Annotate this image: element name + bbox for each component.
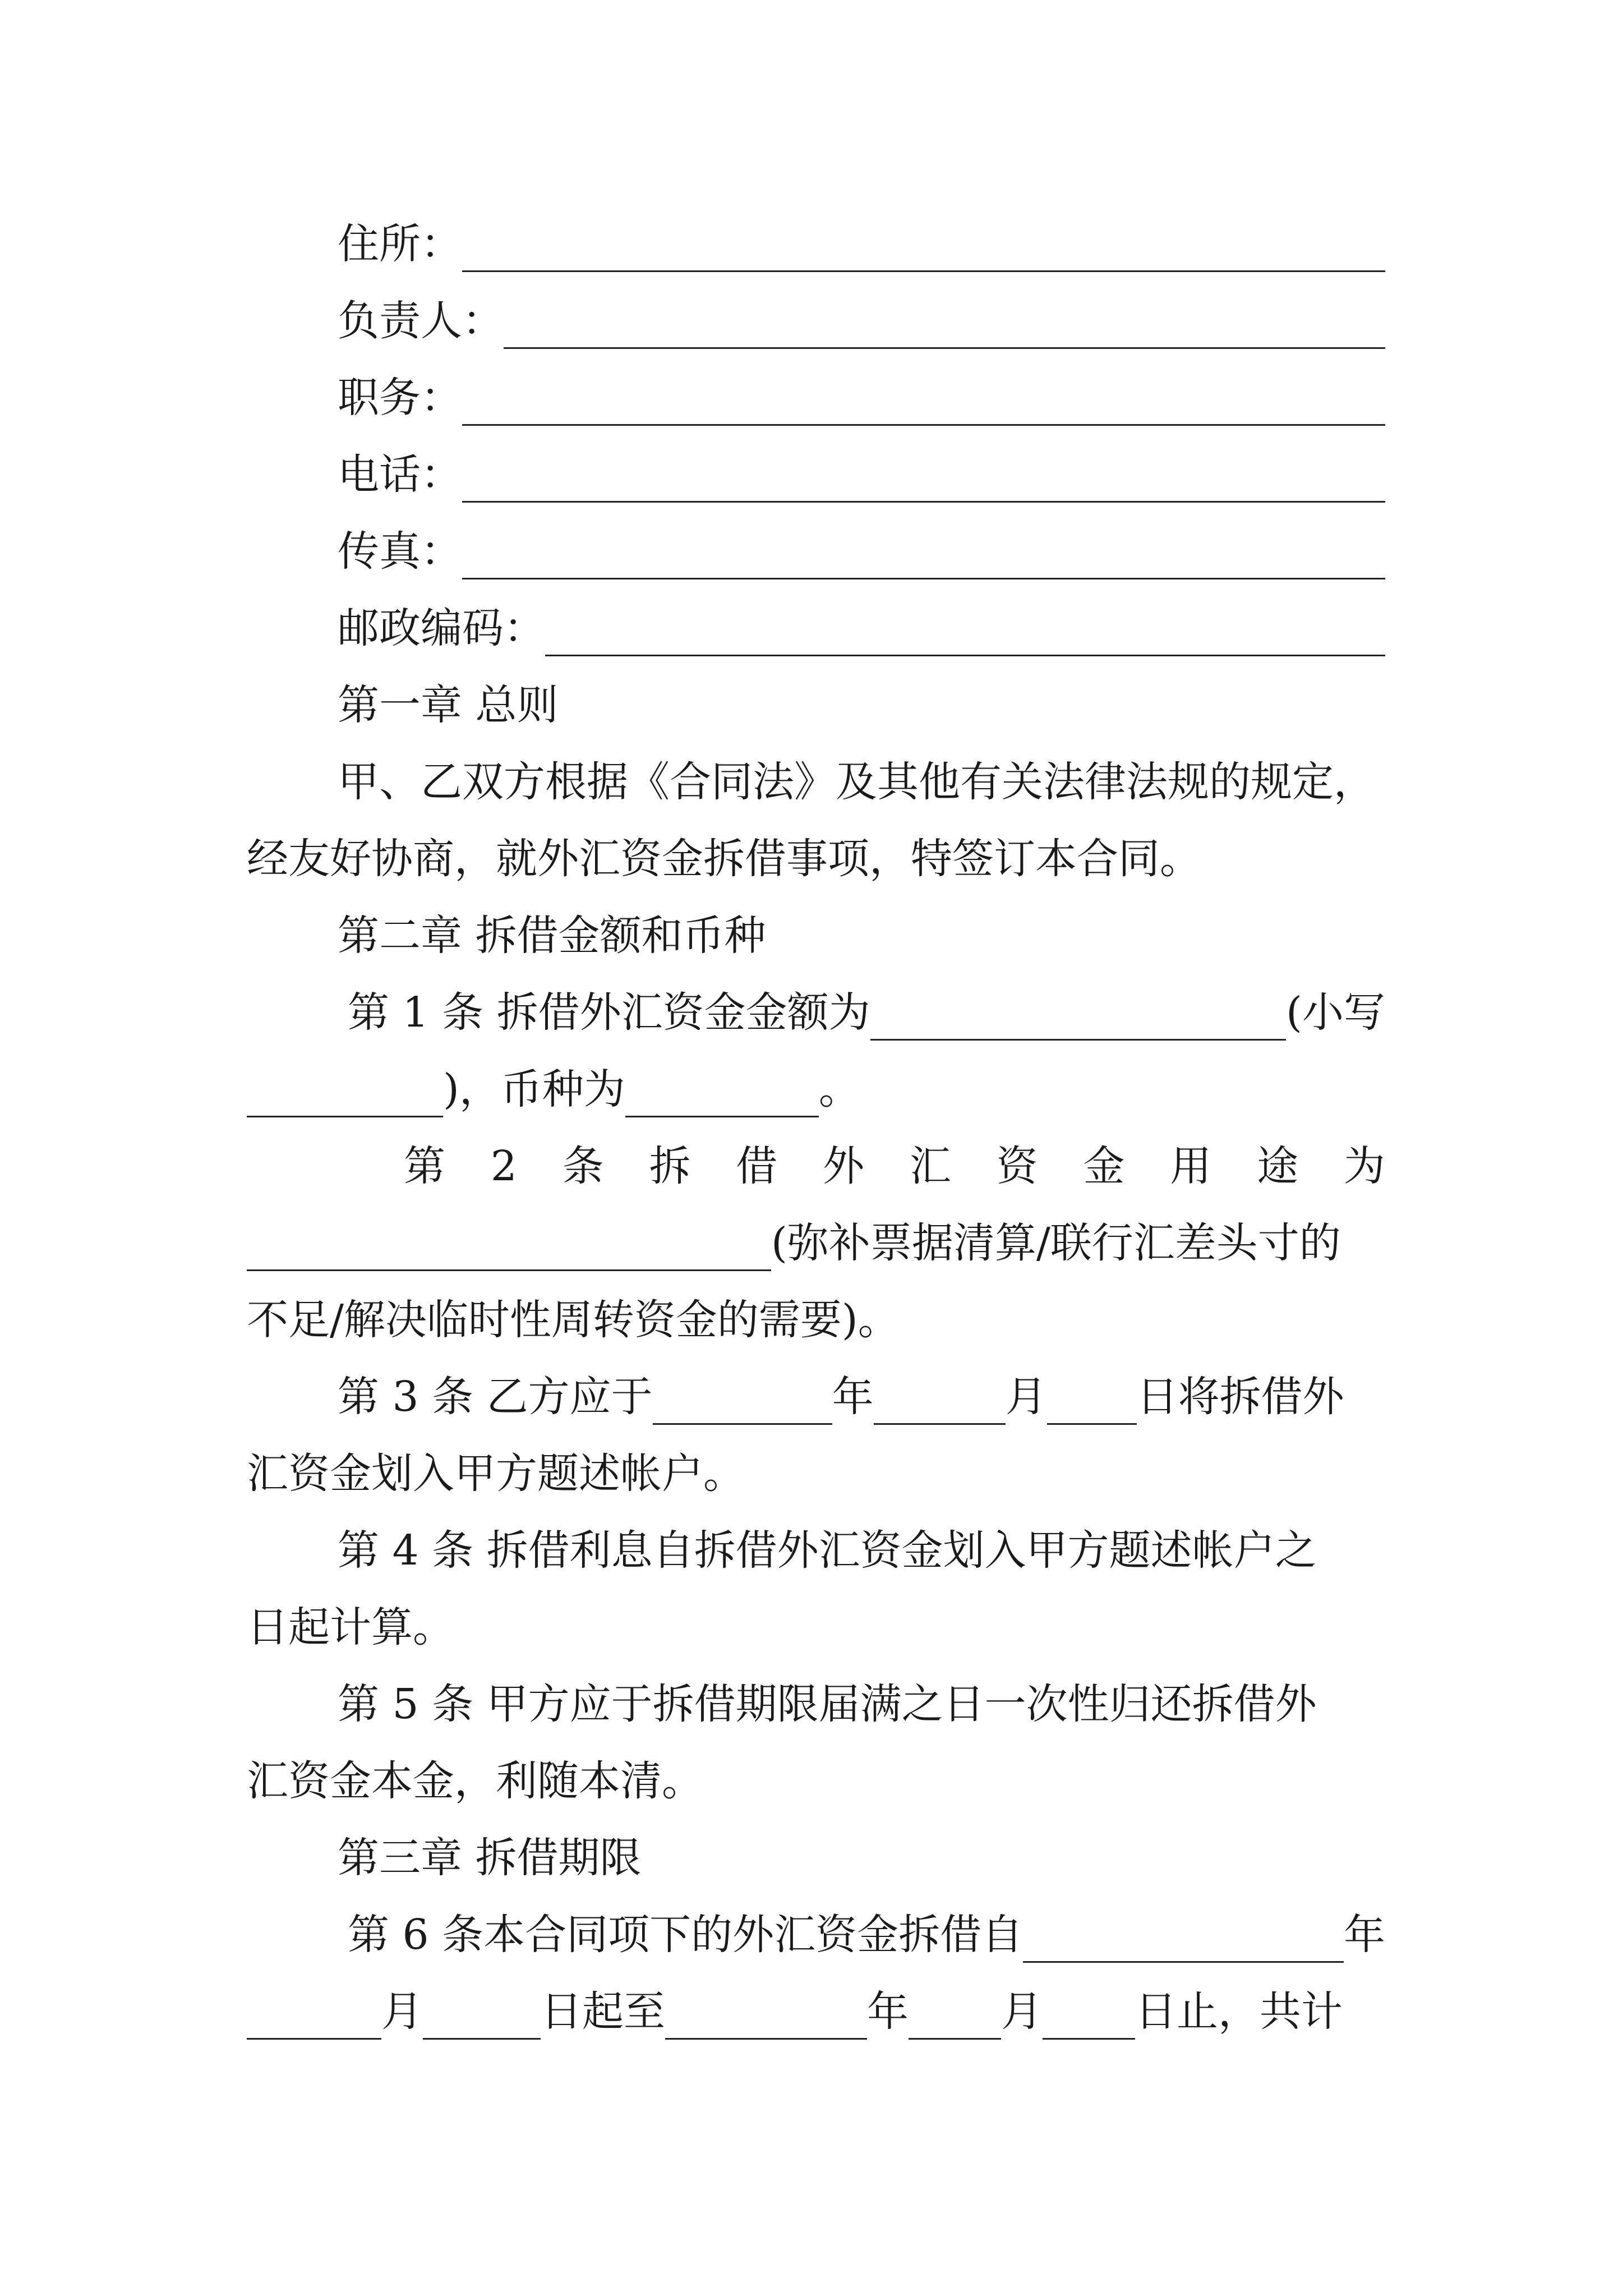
responsible-person-blank[interactable] [504, 307, 1385, 349]
field-label: 电话： [338, 450, 462, 499]
field-label: 住所： [338, 220, 462, 268]
article-2-char: 金 [1083, 1142, 1125, 1190]
article-1-line-2 [247, 1061, 1385, 1117]
article-2-char: 拆 [649, 1142, 691, 1190]
field-address [338, 216, 1385, 272]
field-postcode [338, 600, 1385, 656]
amount-blank[interactable] [870, 999, 1286, 1041]
article-3-day-tail: 日将拆借外 [1136, 1373, 1344, 1421]
article-2-char: 2 [490, 1142, 517, 1190]
article-2-char: 外 [823, 1142, 865, 1190]
field-label: 职务： [338, 374, 462, 422]
address-blank[interactable] [462, 230, 1385, 272]
transfer-year-blank[interactable] [653, 1383, 832, 1425]
field-responsible-person [338, 293, 1385, 349]
field-position [338, 370, 1385, 426]
article-3-line-1 [338, 1369, 1385, 1425]
start-year-blank[interactable] [1023, 1921, 1344, 1963]
end-month-blank[interactable] [909, 1998, 1001, 2040]
end-year-blank[interactable] [665, 1998, 867, 2040]
field-label: 传真： [338, 527, 462, 576]
article-1-tail: (小写 [1286, 988, 1385, 1037]
position-blank[interactable] [462, 384, 1385, 426]
chapter-3-title: 第三章 拆借期限 [338, 1834, 642, 1882]
article-2-line-3: 不足/解决临时性周转资金的需要)。 [247, 1296, 900, 1344]
article-1-end: 。 [818, 1065, 860, 1114]
article-2-tail: (弥补票据清算/联行汇差头寸的 [771, 1219, 1341, 1267]
article-2-char: 汇 [909, 1142, 951, 1190]
article-1-line-1 [348, 984, 1385, 1041]
article-2-char: 条 [562, 1142, 604, 1190]
end-day-blank[interactable] [1043, 1998, 1135, 2040]
article-2-char: 途 [1257, 1142, 1299, 1190]
field-label: 负责人： [338, 297, 504, 345]
transfer-month-blank[interactable] [874, 1383, 1006, 1425]
article-2-char: 第 [404, 1142, 445, 1190]
article-4-line-1: 第 4 条 拆借利息自拆借外汇资金划入甲方题述帐户之 [338, 1526, 1317, 1575]
fax-blank[interactable] [462, 537, 1385, 579]
year-label: 年 [832, 1373, 874, 1421]
month-label: 月 [1005, 1373, 1047, 1421]
article-2-line-2 [247, 1215, 1385, 1271]
until-label: 日起至 [541, 1987, 665, 2036]
chapter-1-title: 第一章 总则 [338, 681, 559, 729]
article-2-char: 资 [996, 1142, 1038, 1190]
article-4-line-2: 日起计算。 [247, 1603, 454, 1651]
article-6-line-2 [247, 1984, 1385, 2040]
article-1-lead: 第 1 条 拆借外汇资金金额为 [348, 988, 870, 1037]
start-month-blank[interactable] [247, 1998, 381, 2040]
article-5-line-2: 汇资金本金，利随本清。 [247, 1757, 703, 1805]
article-2-line-1 [404, 1138, 1385, 1194]
field-label: 邮政编码： [338, 604, 545, 652]
field-phone [338, 447, 1385, 503]
chapter-2-title: 第二章 拆借金额和币种 [338, 912, 766, 960]
article-5-line-1: 第 5 条 甲方应于拆借期限届满之日一次性归还拆借外 [338, 1680, 1317, 1728]
chapter-1-paragraph-line-2: 经友好协商，就外汇资金拆借事项，特签订本合同。 [247, 835, 1201, 883]
start-day-blank[interactable] [423, 1998, 541, 2040]
month-label: 月 [1001, 1987, 1043, 2036]
article-6-line-1 [348, 1907, 1385, 1963]
year-label: 年 [1344, 1911, 1385, 1959]
article-3-line-2: 汇资金划入甲方题述帐户。 [247, 1450, 745, 1498]
article-1-mid: )，币种为 [443, 1065, 625, 1114]
transfer-day-blank[interactable] [1047, 1383, 1137, 1425]
postcode-blank[interactable] [545, 614, 1385, 656]
article-3-lead: 第 3 条 乙方应于 [338, 1373, 653, 1421]
amount-lowercase-blank[interactable] [247, 1075, 443, 1117]
currency-blank[interactable] [625, 1075, 819, 1117]
article-6-lead: 第 6 条本合同项下的外汇资金拆借自 [348, 1911, 1023, 1959]
article-2-char: 借 [736, 1142, 778, 1190]
article-2-char: 用 [1170, 1142, 1212, 1190]
month-label: 月 [381, 1987, 423, 2036]
end-day-tail: 日止，共计 [1135, 1987, 1343, 2036]
purpose-blank[interactable] [247, 1229, 771, 1271]
phone-blank[interactable] [462, 461, 1385, 503]
chapter-1-paragraph-line-1: 甲、乙双方根据《合同法》及其他有关法律法规的规定， [338, 758, 1375, 806]
article-2-char: 为 [1343, 1142, 1385, 1190]
field-fax [338, 523, 1385, 579]
year-label: 年 [867, 1987, 909, 2036]
